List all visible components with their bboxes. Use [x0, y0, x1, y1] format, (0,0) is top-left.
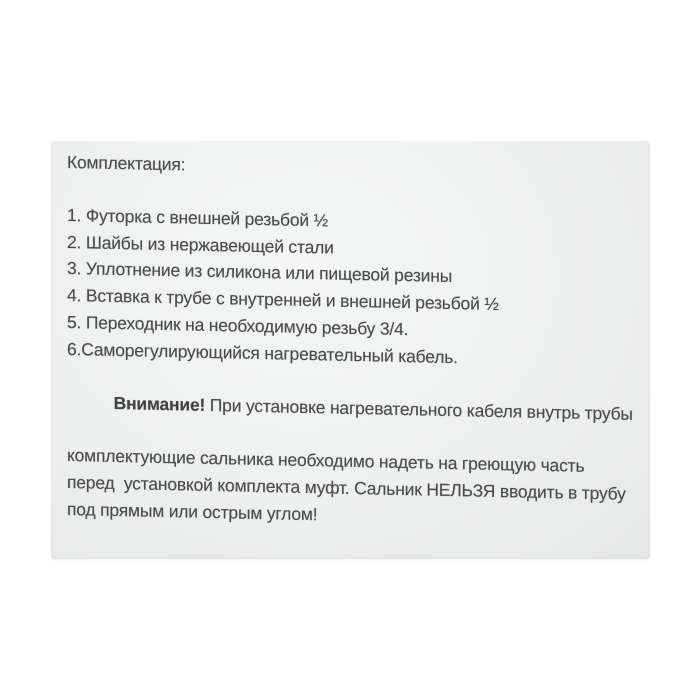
list-item-2: 2. Шайбы из нержавеющей стали [67, 231, 334, 258]
warning-line-1 [67, 362, 635, 454]
warning-line-4: под прямым или острым углом! [67, 498, 318, 524]
list-item-4: 4. Вставка к трубе с внутренней и внешней резьбой ½ [67, 285, 499, 315]
section-title: Комплектация: [67, 152, 186, 175]
instruction-text-block [67, 149, 635, 534]
instruction-card [51, 141, 650, 559]
warning-bold-label: Внимание! [113, 392, 206, 415]
package-list [67, 202, 635, 374]
warning-paragraph [67, 362, 635, 534]
list-item-5: 5. Переходник на необходимую резьбу 3/4. [67, 311, 409, 339]
list-item-3: 3. Уплотнение из силикона или пищевой резины [67, 258, 453, 287]
warning-line-3: перед установкой комплекта муфт. Сальник НЕЛЬЗЯ вводить в трубу [67, 472, 626, 504]
list-item-6: 6.Саморегулирующийся нагревательный кабель. [67, 338, 458, 367]
list-item-1: 1. Футорка с внешней резьбой ½ [67, 205, 329, 231]
warning-line-1-text: При установке нагревательного кабеля внутрь трубы [205, 394, 633, 424]
warning-line-2: комплектующие сальника необходимо надеть на греющую часть [67, 445, 585, 477]
